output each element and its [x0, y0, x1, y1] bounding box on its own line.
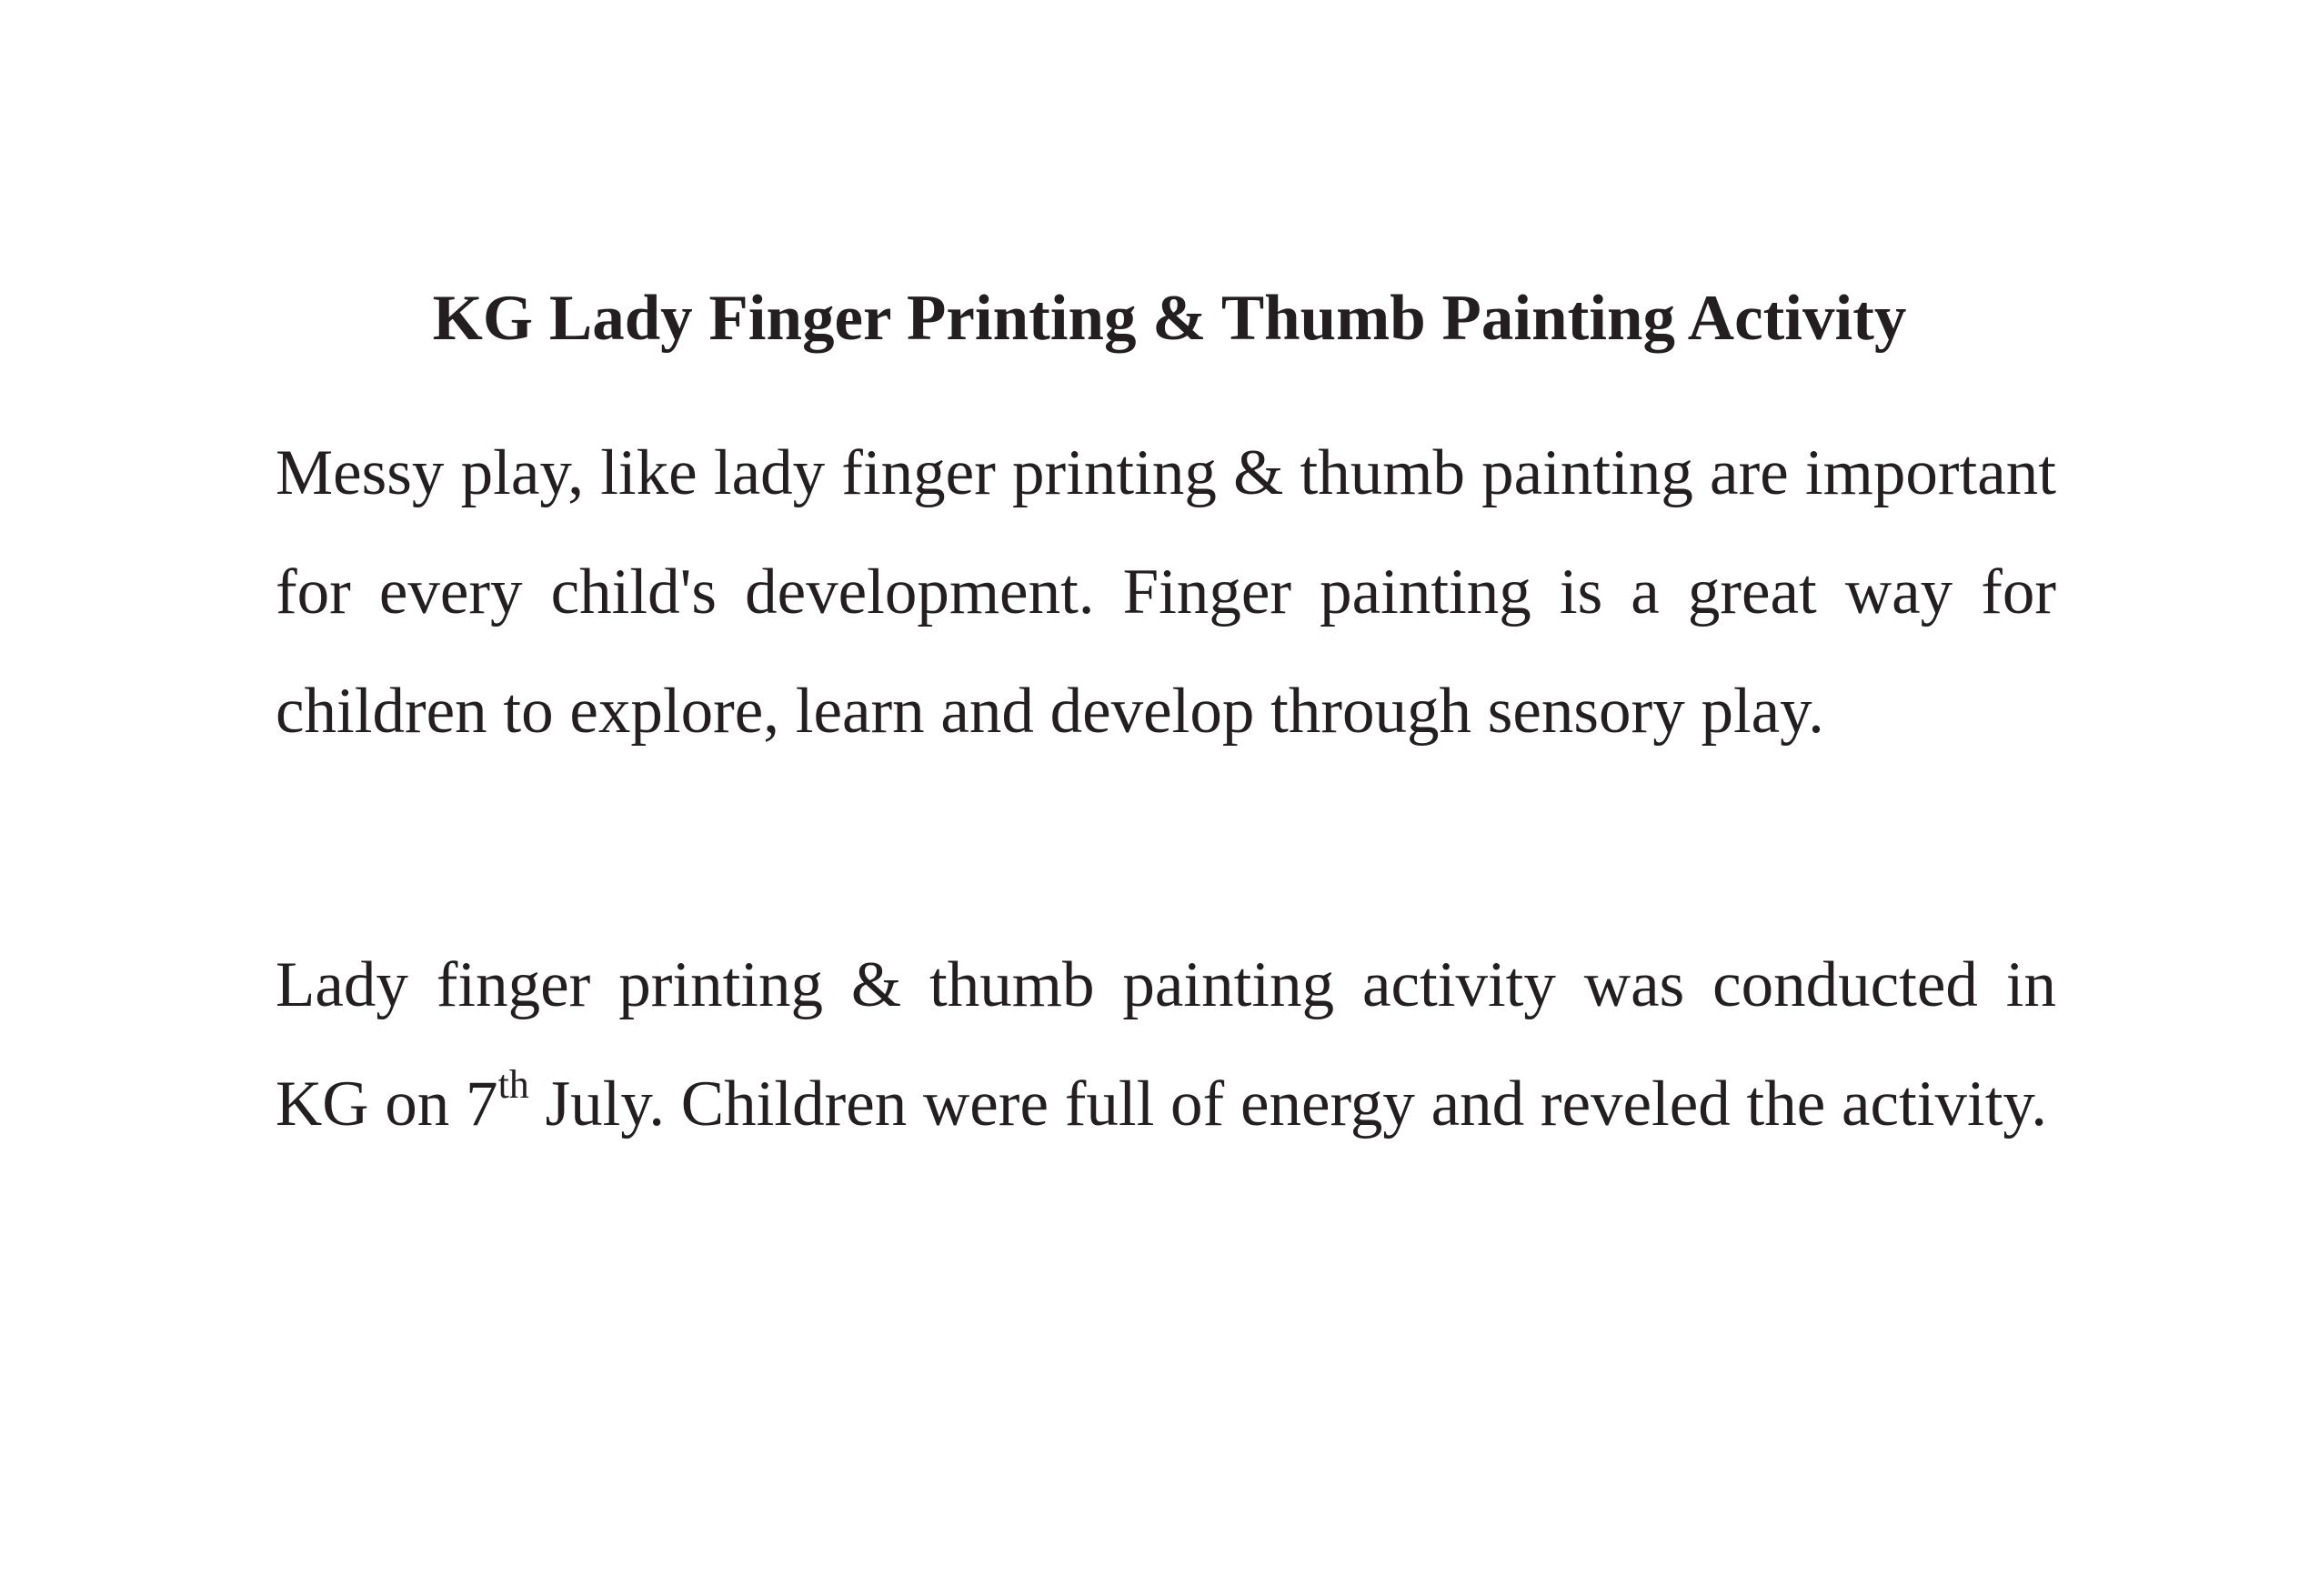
document-title: KG Lady Finger Printing & Thumb Painting Activity [432, 283, 1907, 354]
ordinal-suffix: th [497, 1062, 529, 1107]
paragraph-activity-text-end: July. Children were full of energy and reveled the activity. [528, 1069, 2048, 1139]
paragraph-activity-text-start: Lady finger printing & thumb painting activity was conducted in KG on 7 [276, 949, 2056, 1139]
paragraph-activity [276, 926, 2056, 1164]
paragraph-intro: Messy play, like lady finger printing & thumb painting are important for every child's development. Finger painting is a great way for children to explore, learn and develop through sensory play. [276, 437, 2056, 747]
